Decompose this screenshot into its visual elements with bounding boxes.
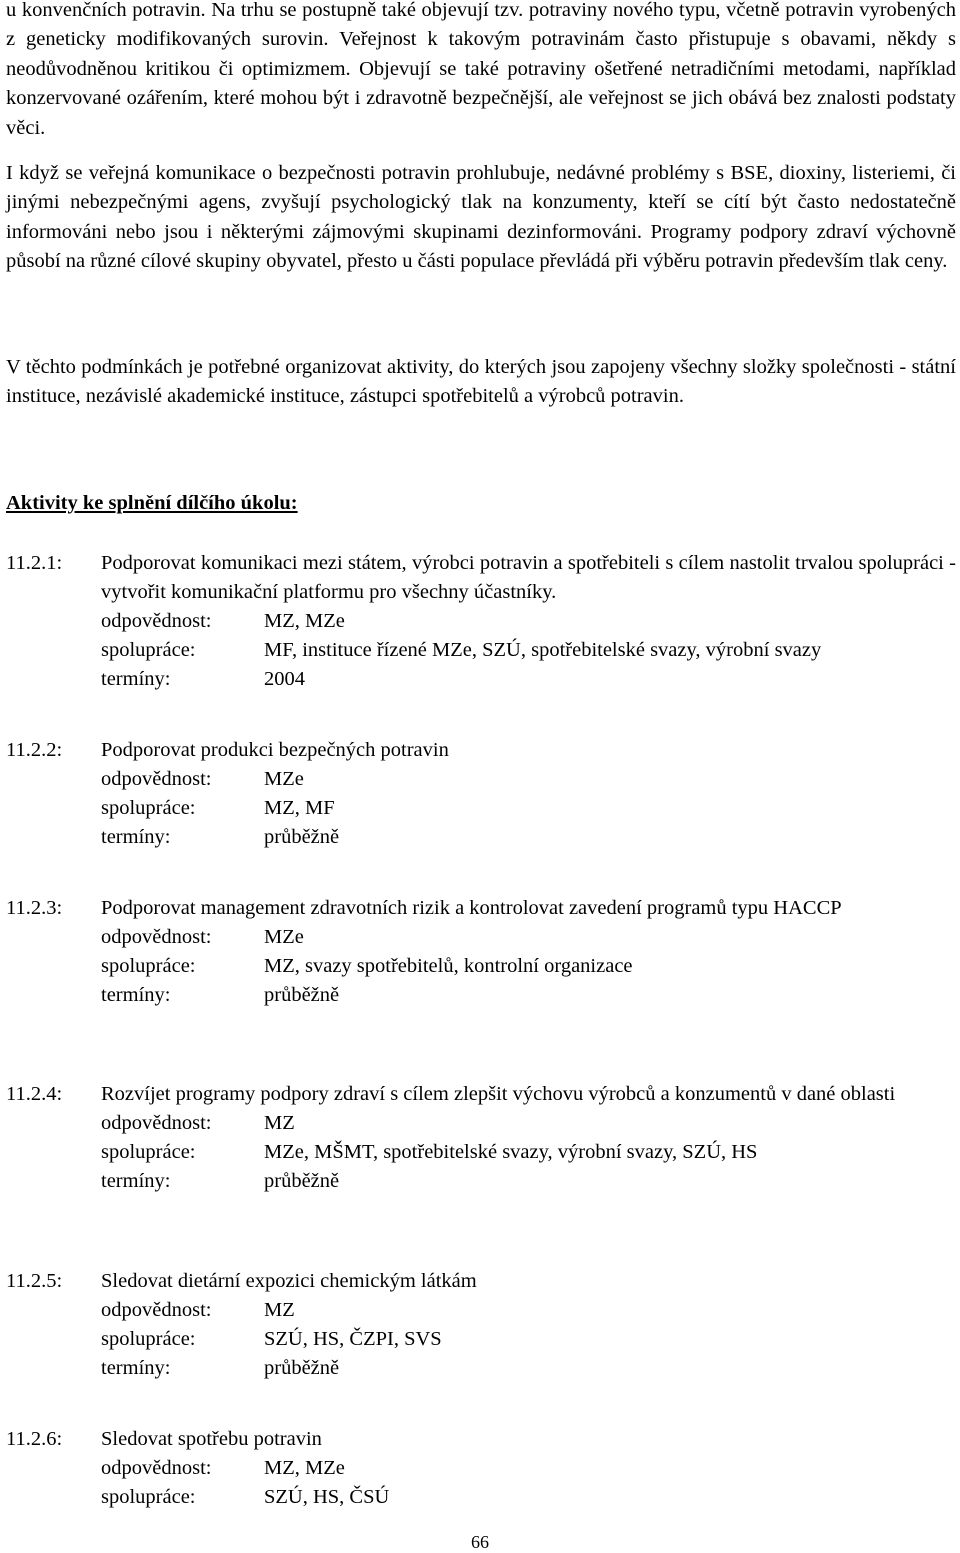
responsibility-label: odpovědnost:: [101, 926, 212, 948]
terms-value: průběžně: [264, 826, 340, 848]
responsibility-value: MZe: [264, 926, 304, 948]
paragraph-2: I když se veřejná komunikace o bezpečnosti potravin prohlubuje, nedávné problémy s BSE, dioxiny, listeriemi, či jinými nebezpečnými agens, zvyšují psychologický tlak na konzumenty, kteří se cítí být často nedostatečně informováni nebo jsou i některými zájmovými skupinami dezinformováni. Programy podpory zdraví výchovně působí na různé cílové skupiny obyvatel, přesto u části populace převládá při výběru potravin především tlak ceny.: [6, 162, 956, 273]
cooperation-value: SZÚ, HS, ČZPI, SVS: [264, 1328, 442, 1350]
terms-label: termíny:: [101, 1357, 171, 1379]
task-title: Sledovat dietární expozici chemickým látkám: [101, 1270, 477, 1292]
cooperation-label: spolupráce:: [101, 1486, 196, 1508]
terms-label: termíny:: [101, 826, 171, 848]
task-number: 11.2.1:: [6, 552, 63, 574]
cooperation-label: spolupráce:: [101, 797, 196, 819]
responsibility-value: MZ: [264, 1299, 295, 1321]
task-title: Podporovat produkci bezpečných potravin: [101, 739, 449, 761]
task-item: [6, 736, 956, 852]
terms-value: průběžně: [264, 1357, 340, 1379]
cooperation-value: MF, instituce řízené MZe, SZÚ, spotřebitelské svazy, výrobní svazy: [264, 639, 822, 661]
task-number: 11.2.3:: [6, 897, 63, 919]
terms-value: průběžně: [264, 984, 340, 1006]
task-item: [6, 1267, 956, 1383]
task-item: [6, 549, 956, 694]
responsibility-label: odpovědnost:: [101, 1457, 212, 1479]
page-number: 66: [471, 1532, 489, 1552]
cooperation-value: SZÚ, HS, ČSÚ: [264, 1486, 390, 1508]
cooperation-label: spolupráce:: [101, 1141, 196, 1163]
task-title: Sledovat spotřebu potravin: [101, 1428, 322, 1450]
terms-label: termíny:: [101, 668, 171, 690]
cooperation-value: MZ, svazy spotřebitelů, kontrolní organizace: [264, 955, 633, 977]
terms-value: 2004: [264, 668, 305, 690]
section-heading: Aktivity ke splnění dílčího úkolu:: [6, 492, 298, 514]
cooperation-label: spolupráce:: [101, 955, 196, 977]
responsibility-label: odpovědnost:: [101, 1299, 212, 1321]
responsibility-label: odpovědnost:: [101, 610, 212, 632]
task-number: 11.2.4:: [6, 1083, 63, 1105]
cooperation-value: MZe, MŠMT, spotřebitelské svazy, výrobní svazy, SZÚ, HS: [264, 1141, 758, 1163]
responsibility-label: odpovědnost:: [101, 1112, 212, 1134]
task-number: 11.2.2:: [6, 739, 63, 761]
task-number: 11.2.5:: [6, 1270, 63, 1292]
terms-value: průběžně: [264, 1170, 340, 1192]
responsibility-value: MZe: [264, 768, 304, 790]
cooperation-label: spolupráce:: [101, 1328, 196, 1350]
paragraph-1: u konvenčních potravin. Na trhu se postupně také objevují tzv. potraviny nového typu, včetně potravin vyrobených z geneticky modifikovaných surovin. Veřejnost k takovým potravinám často přistupuje s obavami, někdy s neodůvodněnou kritikou či optimizmem. Objevují se také potraviny ošetřené netradičními metodami, například konzervované ozářením, které mohou být i zdravotně bezpečnější, ale veřejnost se jich obává bez znalosti podstaty věci.: [6, 0, 956, 139]
cooperation-label: spolupráce:: [101, 639, 196, 661]
responsibility-label: odpovědnost:: [101, 768, 212, 790]
terms-label: termíny:: [101, 984, 171, 1006]
responsibility-value: MZ, MZe: [264, 610, 345, 632]
task-title: Podporovat komunikaci mezi státem, výrobci potravin a spotřebiteli s cílem nastolit trvalou spolupráci - vytvořit komunikační platformu pro všechny účastníky.: [101, 552, 956, 603]
responsibility-value: MZ, MZe: [264, 1457, 345, 1479]
task-item: [6, 1425, 956, 1512]
cooperation-value: MZ, MF: [264, 797, 335, 819]
responsibility-value: MZ: [264, 1112, 295, 1134]
task-number: 11.2.6:: [6, 1428, 63, 1450]
terms-label: termíny:: [101, 1170, 171, 1192]
task-title: Rozvíjet programy podpory zdraví s cílem zlepšit výchovu výrobců a konzumentů v dané oblasti: [101, 1083, 896, 1105]
task-item: [6, 1080, 956, 1196]
task-item: [6, 894, 956, 1010]
paragraph-3: V těchto podmínkách je potřebné organizovat aktivity, do kterých jsou zapojeny všechny složky společnosti - státní instituce, nezávislé akademické instituce, zástupci spotřebitelů a výrobců potravin.: [6, 356, 956, 408]
task-title: Podporovat management zdravotních rizik a kontrolovat zavedení programů typu HACCP: [101, 897, 842, 919]
